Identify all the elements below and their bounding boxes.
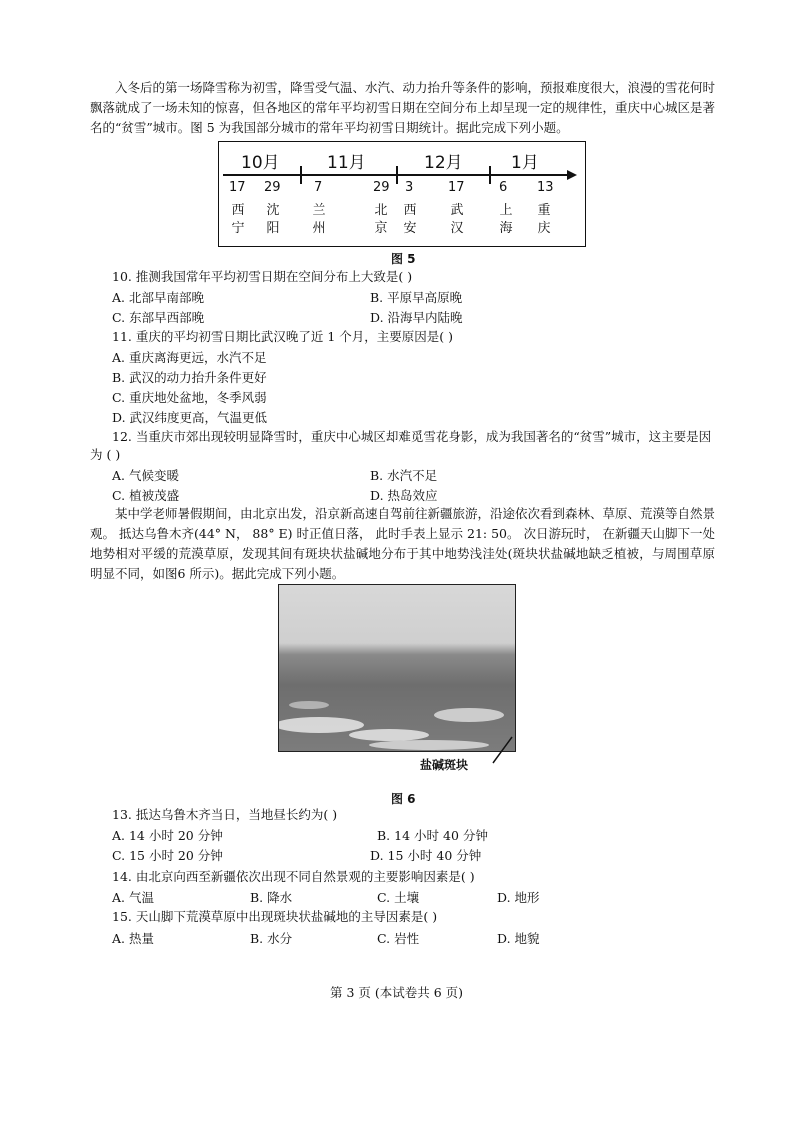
city-label-xining: 西 宁 (231, 203, 245, 236)
option-14a: A. 气温 (112, 890, 154, 905)
question-13: 13. 抵达乌鲁木齐当日，当地昼长约为( ) (112, 807, 338, 822)
question-12-line-2: 为 ( ) (90, 447, 121, 462)
city-label-chongqing: 重 庆 (537, 203, 551, 236)
month-label: 11月 (327, 153, 366, 173)
option-13a: A. 14 小时 20 分钟 (112, 828, 223, 843)
day-label: 29 (264, 180, 281, 195)
question-11: 11. 重庆的平均初雪日期比武汉晚了近 1 个月，主要原因是( ) (112, 329, 453, 344)
day-label: 6 (499, 180, 508, 195)
option-11a: A. 重庆离海更远，水汽不足 (112, 350, 267, 365)
option-14c: C. 土壤 (377, 890, 420, 905)
pointer-line (490, 735, 520, 765)
option-13b: B. 14 小时 40 分钟 (377, 828, 488, 843)
figure-6-caption: 图 6 (391, 792, 416, 806)
question-14: 14. 由北京向西至新疆依次出现不同自然景观的主要影响因素是( ) (112, 869, 475, 884)
option-10d: D. 沿海早内陆晚 (370, 310, 463, 325)
city-label-beijing: 北 京 (374, 203, 388, 236)
figure-6-label: 盐碱斑块 (420, 758, 469, 772)
month-label: 1月 (511, 153, 539, 173)
option-10b: B. 平原早高原晚 (370, 290, 463, 305)
option-14d: D. 地形 (497, 890, 540, 905)
month-label: 12月 (424, 153, 463, 173)
intro-paragraph-1: 入冬后的第一场降雪称为初雪，降雪受气温、水汽、动力抬升等条件的影响，预报难度很大，浪漫的雪花何时飘落就成了一场未知的惊喜，但各地区的常年平均初雪日期在空间分布上却呈现一定的规律性，重庆中心城区是著名的“贫雪”城市。图 5 为我国部分城市的常年平均初雪日期统计。据此完成下列小题。 (90, 80, 716, 135)
day-label: 17 (229, 180, 246, 195)
city-label-wuhan: 武 汉 (450, 203, 464, 236)
option-12a: A. 气候变暖 (112, 468, 179, 483)
option-12d: D. 热岛效应 (370, 488, 438, 503)
option-11d: D. 武汉纬度更高，气温更低 (112, 410, 268, 425)
day-label: 3 (405, 180, 414, 195)
option-15b: B. 水分 (250, 931, 293, 946)
month-label: 10月 (241, 153, 280, 173)
question-15: 15. 天山脚下荒漠草原中出现斑块状盐碱地的主导因素是( ) (112, 909, 438, 924)
intro-paragraph-2: 某中学老师暑假期间，由北京出发，沿京新高速自驾前往新疆旅游，沿途依次看到森林、草原、荒漠等自然景观。 抵达乌鲁木齐(44° N， 88° E) 时正值日落， 此时手表上显示 21: 50。 次日游玩时， 在新疆天山脚下一处地势相对平缓的荒漠草原，发现其间有斑块状盐碱地分布于其中地势浅洼处(斑块状盐碱地缺乏植被，与周围草原明显不同，如图6 所示)。据此完成下列小题。 (90, 506, 716, 581)
question-12-line-1: 12. 当重庆市郊出现较明显降雪时，重庆中心城区却难觅雪花身影，成为我国著名的“贫雪”城市，这主要是因 (112, 429, 712, 444)
option-13c: C. 15 小时 20 分钟 (112, 848, 223, 863)
option-10c: C. 东部早西部晚 (112, 310, 205, 325)
option-10a: A. 北部早南部晚 (112, 290, 204, 305)
figure-5-caption: 图 5 (391, 252, 416, 266)
salt-patch-shapes (279, 585, 515, 751)
option-11b: B. 武汉的动力抬升条件更好 (112, 370, 267, 385)
option-15d: D. 地貌 (497, 931, 540, 946)
option-12c: C. 植被茂盛 (112, 488, 180, 503)
option-15c: C. 岩性 (377, 931, 420, 946)
option-13d: D. 15 小时 40 分钟 (370, 848, 482, 863)
option-15a: A. 热量 (112, 931, 154, 946)
question-10: 10. 推测我国常年平均初雪日期在空间分布上大致是( ) (112, 269, 413, 284)
day-label: 29 (373, 180, 390, 195)
city-label-shanghai: 上 海 (499, 203, 513, 236)
option-14b: B. 降水 (250, 890, 293, 905)
option-11c: C. 重庆地处盆地，冬季风弱 (112, 390, 267, 405)
page-footer: 第 3 页 (本试卷共 6 页) (329, 985, 464, 1000)
option-12b: B. 水汽不足 (370, 468, 438, 483)
figure-6-photo (278, 584, 516, 752)
day-label: 17 (448, 180, 465, 195)
figure-5-timeline (218, 141, 586, 247)
city-label-xian: 西 安 (403, 203, 417, 236)
day-label: 7 (314, 180, 323, 195)
day-label: 13 (537, 180, 554, 195)
city-label-shenyang: 沈 阳 (266, 203, 280, 236)
city-label-lanzhou: 兰 州 (312, 203, 326, 236)
